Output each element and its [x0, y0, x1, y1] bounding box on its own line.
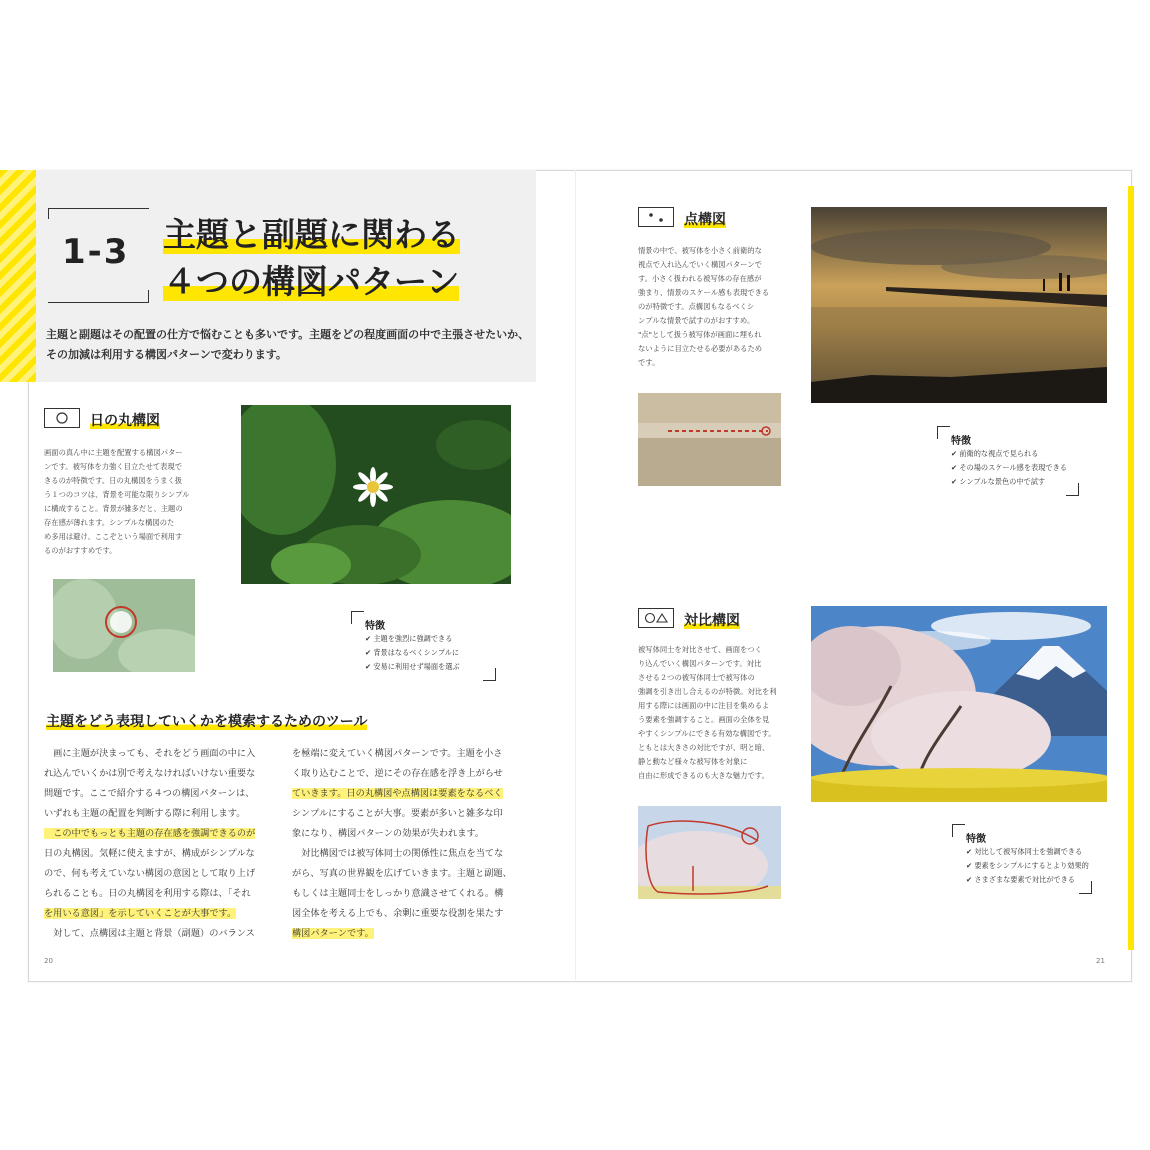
para-line: く取り込むことで、逆にその存在感を浮き上がらせ — [292, 768, 503, 779]
right-edge-accent — [1128, 186, 1134, 950]
para-line: 日の丸構図。気軽に使えますが、構成がシンプルな — [44, 848, 255, 859]
lead-text-line2: その加減は利用する構図パターンで変わります。 — [46, 348, 287, 361]
para-line: を用いる意図」を示していくことが大事です。 — [44, 908, 237, 919]
tool-section-title: 主題をどう表現していくかを模索するためのツール — [46, 714, 368, 730]
para-line: この中でもっとも主題の存在感を強調できるのが — [44, 828, 256, 839]
body-line: させる２つの被写体同士で被写体の — [638, 673, 755, 682]
para-line: 図全体を考える上でも、余剰に重要な役割を果たす — [292, 908, 504, 919]
sunset-pier-photo — [811, 207, 1107, 403]
hinomaru-features-box — [351, 611, 496, 681]
taihi-diagram-thumb — [638, 806, 781, 899]
body-line: ともとは大きさの対比ですが、明と暗、 — [638, 743, 770, 752]
hinomaru-title: 日の丸構図 — [90, 413, 160, 429]
page-title-line2: ４つの構図パターン — [163, 262, 460, 301]
para-line: 構図パターンです。 — [292, 928, 374, 939]
feature-item: ✔ その場のスケール感を表現できる — [951, 463, 1067, 472]
body-line: 強調を引き出し合えるのが特徴。対比を利 — [638, 687, 777, 696]
section-number: 1-3 — [62, 232, 130, 272]
feature-item: ✔ 安易に利用せず場面を選ぶ — [365, 662, 460, 671]
body-line: るのがおすすめです。 — [44, 546, 117, 555]
body-line: 用する際には画面の中に注目を集めるよ — [638, 701, 770, 710]
body-line: ンです。被写体を力強く目立たせて表現で — [44, 462, 183, 471]
body-line: ないように目立たせる必要があるため — [638, 344, 763, 353]
body-line: "点"として扱う被写体が画面に埋もれ — [638, 330, 762, 339]
page-number-right: 21 — [1096, 957, 1105, 965]
features-title: 特徴 — [966, 834, 986, 845]
feature-item: ✔ 背景はなるべくシンプルに — [365, 648, 460, 657]
body-line: 情景の中で、被写体を小さく前衛的な — [638, 246, 762, 255]
body-line: め多用は避け、ここぞという場面で利用す — [44, 532, 183, 541]
body-line: きるのが特徴です。日の丸構図をうまく扱 — [44, 476, 183, 485]
body-line: やすくシンプルにできる有効な構図です。 — [638, 729, 776, 738]
para-line: がら、写真の世界観を広げていきます。主題と副題、 — [292, 868, 512, 879]
tenkozu-diagram-thumb — [638, 393, 781, 486]
para-line: ていきます。日の丸構図や点構図は要素をなるべく — [292, 788, 503, 799]
daisy-photo — [241, 405, 511, 584]
page-title-line1: 主題と副題に関わる — [163, 215, 460, 254]
bracket-top-left — [48, 208, 149, 219]
para-line: 画に主題が決まっても、それをどう画面の中に入 — [44, 748, 256, 759]
body-line: 静と動など様々な被写体を対象に — [638, 757, 748, 766]
circle-icon — [44, 408, 80, 428]
body-line: 被写体同士を対比させて、画面をつく — [638, 645, 762, 654]
para-line: られることも。日の丸構図を利用する際は、「それ — [44, 888, 251, 899]
lead-text-line1: 主題と副題はその配置の仕方で悩むことも多いです。主題をどの程度画面の中で主張させたいか、 — [46, 328, 530, 341]
cherry-fuji-photo — [811, 606, 1107, 802]
circle-triangle-icon — [638, 608, 674, 628]
para-line: れ込んでいくかは別で考えなければいけない重要な — [44, 768, 256, 779]
body-line: う要素を強調すること。画面の全体を見 — [638, 715, 770, 724]
hinomaru-diagram-thumb — [53, 579, 195, 672]
para-line: 対して、点構図は主題と背景（副題）のバランス — [44, 928, 255, 939]
para-line: を極端に変えていく構図パターンです。主題を小さ — [292, 748, 503, 759]
body-line: ンプルな情景で試すのがおすすめ。 — [638, 316, 755, 325]
taihi-features-box — [952, 824, 1092, 894]
feature-item: ✔ 対比して被写体同士を強調できる — [966, 847, 1083, 856]
feature-item: ✔ シンプルな景色の中で試す — [951, 477, 1046, 486]
body-line: す。小さく扱われる被写体の存在感が — [638, 274, 762, 283]
features-title: 特徴 — [365, 621, 385, 632]
para-line: シンプルにすることが大事。要素が多いと雑多な印 — [292, 808, 503, 819]
dots-icon — [638, 207, 674, 227]
body-line: 視点で入れ込んでいく構図パターンで — [638, 260, 762, 269]
body-line: に構成すること。背景が雑多だと、主題の — [44, 504, 183, 513]
para-line: 問題です。ここで紹介する４つの構図パターンは、 — [44, 788, 255, 799]
body-line: 自由に形成できるのも大きな魅力です。 — [638, 771, 769, 780]
tenkozu-title: 点構図 — [684, 212, 726, 228]
taihi-title: 対比構図 — [684, 613, 740, 629]
body-line: う１つのコツは、背景を可能な限りシンプル — [44, 490, 190, 499]
body-line: 画面の真ん中に主題を配置する構図パター — [44, 448, 183, 457]
feature-item: ✔ 前衛的な視点で見られる — [951, 449, 1039, 458]
bracket-bottom-right — [48, 290, 149, 303]
yellow-stripe-decoration — [0, 170, 36, 382]
para-line: もしくは主題同士をしっかり意識させてくれる。構 — [292, 888, 504, 899]
para-line: ので、何も考えていない構図の意図として取り上げ — [44, 868, 256, 879]
feature-item: ✔ 要素をシンプルにするとより効果的 — [966, 861, 1089, 870]
body-line: 強まり、情景のスケール感も表現できる — [638, 288, 770, 297]
para-line: いずれも主題の配置を判断する際に利用します。 — [44, 808, 246, 819]
para-line: 象になり、構図パターンの効果が失われます。 — [292, 828, 485, 839]
body-line: のが特徴です。点構図もなるべくシ — [638, 302, 755, 311]
features-title: 特徴 — [951, 436, 971, 447]
page-number-left: 20 — [44, 957, 53, 965]
feature-item: ✔ さまざまな要素で対比ができる — [966, 875, 1075, 884]
feature-item: ✔ 主題を強烈に強調できる — [365, 634, 453, 643]
body-line: り込んでいく構図パターンです。対比 — [638, 659, 762, 668]
body-line: 存在感が薄れます。シンプルな構図のた — [44, 518, 175, 527]
body-line: です。 — [638, 358, 660, 367]
tenkozu-features-box — [937, 426, 1079, 496]
spine-divider — [575, 170, 576, 980]
para-line: 対比構図では被写体同士の関係性に焦点を当てな — [292, 848, 504, 859]
